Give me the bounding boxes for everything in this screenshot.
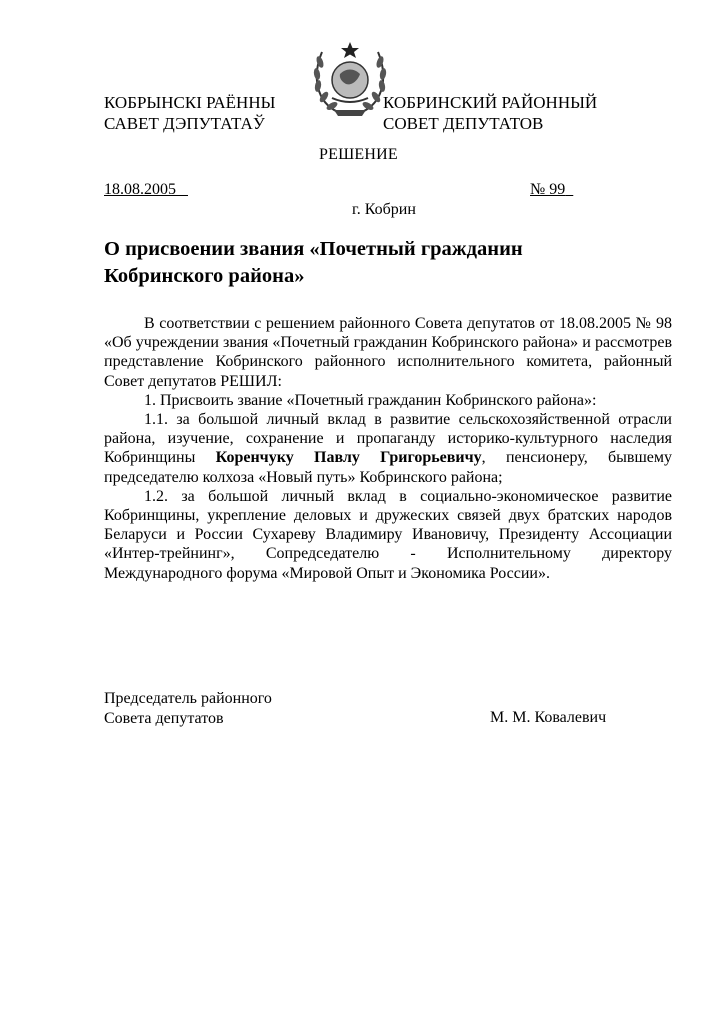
document-number [530, 181, 573, 199]
document-date [104, 181, 188, 199]
header-by-line2: САВЕТ ДЭПУТАТАЎ [104, 114, 265, 133]
item-1-1-text-after: , пенсионеру, бывшему председателю колхоза «Новый путь» Кобринского района; [104, 449, 673, 486]
signer-title-line1: Председатель районного [104, 690, 272, 707]
body-item-1-2: 1.2. за большой личный вклад в социально-экономическое развитие Кобринщины, укрепление деловых и дружеских связей двух братских народов Беларуси и России Сухареву Владимиру Ивановичу, Президенту Ассоциации «Интер-трейнинг», Сопредседателю - Исполнительному директору Международного форума «Мировой Опыт и Экономика России». [104, 487, 672, 582]
header-ru-line2: СОВЕТ ДЕПУТАТОВ [383, 114, 544, 133]
header-ru-line1: КОБРИНСКИЙ РАЙОННЫЙ [383, 93, 598, 112]
header-by-line1: КОБРЫНСКІ РАЁННЫ [104, 93, 276, 112]
body-item-1-1 [104, 410, 672, 487]
document-type: РЕШЕНИЕ [319, 146, 398, 163]
signer-title [104, 689, 272, 729]
document-body [104, 314, 672, 583]
item-1-1-honoree-name: Коренчуку Павлу Григорьевичу [215, 449, 482, 467]
document-date-value: 18.08.2005 [104, 181, 176, 198]
body-item-1: 1. Присвоить звание «Почетный гражданин Кобринского района»: [144, 391, 597, 409]
signer-name: М. М. Ковалевич [490, 709, 607, 726]
body-intro: В соответствии с решением районного Совета депутатов от 18.08.2005 № 98 «Об учреждении звания «Почетный гражданин Кобринского района» и рассмотрев представление Кобринского районного исполнительного комитета, районный Совет депутатов РЕШИЛ: [104, 315, 672, 390]
state-emblem-icon [308, 40, 392, 118]
header-by [104, 92, 275, 134]
document-number-value: № 99 [530, 181, 566, 198]
signer-title-line2: Совета депутатов [104, 710, 224, 727]
item-1-1-text-before: 1.1. за большой личный вклад в развитие сельскохозяйственной отрасли района, изучение, сохранение и пропаганду историко-культурного наследия Кобринщины [104, 411, 672, 467]
document-title: О присвоении звания «Почетный гражданин Кобринского района» [104, 238, 523, 287]
header-ru [383, 92, 597, 134]
document-city: г. Кобрин [352, 201, 416, 218]
